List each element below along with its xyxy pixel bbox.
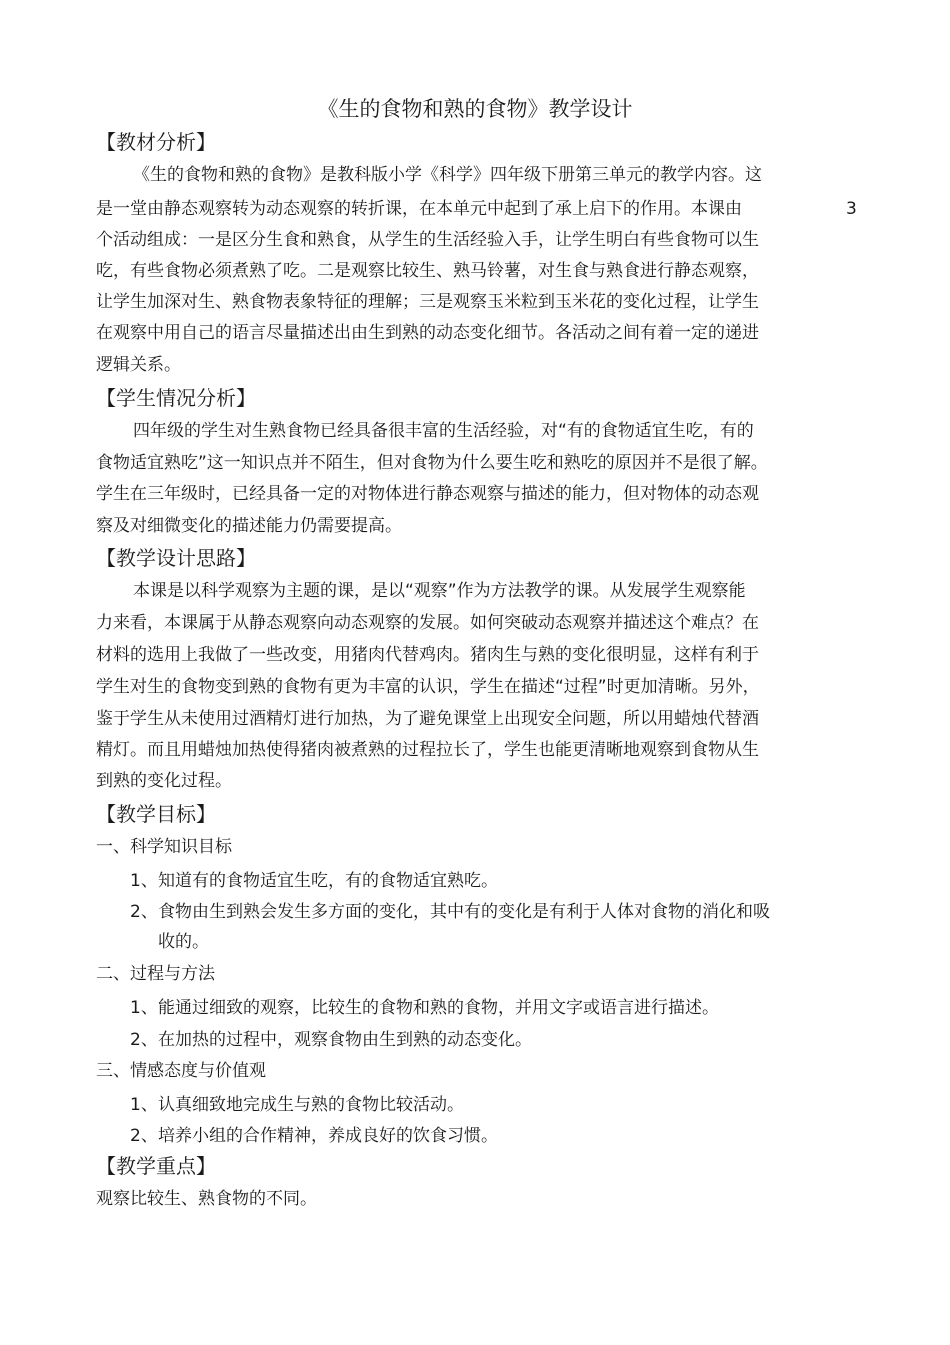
paragraph-line: 个活动组成：一是区分生食和熟食，从学生的生活经验入手，让学生明白有些食物可以生 <box>96 230 759 250</box>
paragraph-line: 在观察中用自己的语言尽量描述出由生到熟的动态变化细节。各活动之间有着一定的递进 <box>96 323 759 343</box>
paragraph-line: 四年级的学生对生熟食物已经具备很丰富的生活经验，对“有的食物适宜生吃，有的 <box>133 421 754 441</box>
paragraph-line: 让学生加深对生、熟食物表象特征的理解；三是观察玉米粒到玉米花的变化过程，让学生 <box>96 292 759 312</box>
paragraph-line: 食物适宜熟吃”这一知识点并不陌生，但对食物为什么要生吃和熟吃的原因并不是很了解。 <box>96 453 768 473</box>
paragraph-line: 察及对细微变化的描述能力仍需要提高。 <box>96 516 402 536</box>
section-heading-student-analysis: 【学生情况分析】 <box>96 386 256 410</box>
paragraph-line: 本课是以科学观察为主题的课，是以“观察”作为方法教学的课。从发展学生观察能 <box>133 581 746 601</box>
paragraph-line: 《生的食物和熟的食物》是教科版小学《科学》四年级下册第三单元的教学内容。这 <box>133 165 762 185</box>
goal-group-label: 三、情感态度与价值观 <box>96 1061 266 1081</box>
paragraph-line: 学生对生的食物变到熟的食物有更为丰富的认识，学生在描述“过程”时更加清晰。另外， <box>96 677 760 697</box>
goal-item-text: 知道有的食物适宜生吃，有的食物适宜熟吃。 <box>158 871 498 891</box>
section-heading-goals: 【教学目标】 <box>96 802 216 826</box>
document-title: 《生的食物和熟的食物》教学设计 <box>317 97 633 121</box>
goal-group-label: 二、过程与方法 <box>96 964 215 984</box>
goal-item-number: 1、 <box>130 1095 158 1115</box>
section-heading-design-idea: 【教学设计思路】 <box>96 546 256 570</box>
goal-item-text: 收的。 <box>158 932 209 952</box>
paragraph-line: 观察比较生、熟食物的不同。 <box>96 1189 317 1209</box>
goal-item-text: 能通过细致的观察，比较生的食物和熟的食物，并用文字或语言进行描述。 <box>158 998 719 1018</box>
paragraph-line: 吃，有些食物必须煮熟了吃。二是观察比较生、熟马铃薯，对生食与熟食进行静态观察， <box>96 261 759 281</box>
section-heading-key-points: 【教学重点】 <box>96 1154 216 1178</box>
goal-item-number: 2、 <box>130 902 158 922</box>
goal-item-number: 1、 <box>130 998 158 1018</box>
paragraph-line: 鉴于学生从未使用过酒精灯进行加热，为了避免课堂上出现安全问题，所以用蜡烛代替酒 <box>96 709 759 729</box>
goal-item-text: 食物由生到熟会发生多方面的变化，其中有的变化是有利于人体对食物的消化和吸 <box>158 902 770 922</box>
goal-item-number: 2、 <box>130 1030 158 1050</box>
goal-group-label: 一、科学知识目标 <box>96 837 232 857</box>
goal-item-number: 2、 <box>130 1126 158 1146</box>
page-number: 3 <box>846 199 857 219</box>
paragraph-line: 逻辑关系。 <box>96 355 181 375</box>
goal-item-text: 认真细致地完成生与熟的食物比较活动。 <box>158 1095 464 1115</box>
paragraph-line: 精灯。而且用蜡烛加热使得猪肉被煮熟的过程拉长了，学生也能更清晰地观察到食物从生 <box>96 740 759 760</box>
paragraph-line: 是一堂由静态观察转为动态观察的转折课，在本单元中起到了承上启下的作用。本课由 <box>96 199 742 219</box>
section-heading-material-analysis: 【教材分析】 <box>96 130 216 154</box>
paragraph-line: 材料的选用上我做了一些改变，用猪肉代替鸡肉。猪肉生与熟的变化很明显，这样有利于 <box>96 645 759 665</box>
paragraph-line: 学生在三年级时，已经具备一定的对物体进行静态观察与描述的能力，但对物体的动态观 <box>96 484 759 504</box>
paragraph-line: 力来看，本课属于从静态观察向动态观察的发展。如何突破动态观察并描述这个难点？在 <box>96 613 759 633</box>
goal-item-text: 在加热的过程中，观察食物由生到熟的动态变化。 <box>158 1030 532 1050</box>
goal-item-text: 培养小组的合作精神，养成良好的饮食习惯。 <box>158 1126 498 1146</box>
goal-item-number: 1、 <box>130 871 158 891</box>
paragraph-line: 到熟的变化过程。 <box>96 771 232 791</box>
